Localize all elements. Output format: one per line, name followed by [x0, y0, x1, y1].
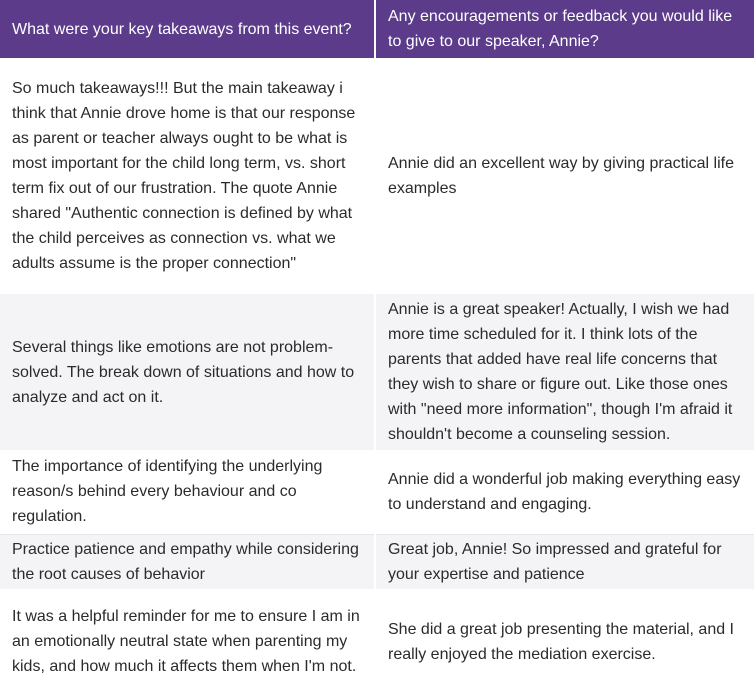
takeaway-cell: It was a helpful reminder for me to ensure I am in an emotionally neutral state when parenting my kids, and how much it affects them when I'm not.	[0, 589, 375, 694]
takeaway-cell: The importance of identifying the underlying reason/s behind every behaviour and co regulation.	[0, 450, 375, 534]
feedback-cell: Annie did an excellent way by giving practical life examples	[375, 58, 754, 294]
header-row	[0, 0, 754, 58]
table-row	[0, 589, 754, 694]
takeaway-cell: So much takeaways!!! But the main takeaway i think that Annie drove home is that our response as parent or teacher always ought to be what is most important for the child long term, vs. short term fix out of our frustration. The quote Annie shared "Authentic connection is defined by what the child perceives as connection vs. what we adults assume is the proper connection"	[0, 58, 375, 294]
feedback-cell: She did a great job presenting the material, and I really enjoyed the mediation exercise.	[375, 589, 754, 694]
table-row	[0, 450, 754, 534]
takeaway-cell: Practice patience and empathy while considering the root causes of behavior	[0, 534, 375, 589]
feedback-cell: Annie did a wonderful job making everything easy to understand and engaging.	[375, 450, 754, 534]
feedback-cell: Annie is a great speaker! Actually, I wish we had more time scheduled for it. I think lots of the parents that added have real life concerns that they wish to share or figure out. Like those ones with "need more information", though I'm afraid it shouldn't become a counseling session.	[375, 294, 754, 450]
table-row	[0, 534, 754, 589]
takeaway-cell: Several things like emotions are not problem-solved. The break down of situations and how to analyze and act on it.	[0, 294, 375, 450]
table-row	[0, 294, 754, 450]
header-takeaways[interactable]: What were your key takeaways from this event?	[0, 0, 375, 58]
feedback-cell: Great job, Annie! So impressed and grateful for your expertise and patience	[375, 534, 754, 589]
header-feedback[interactable]: Any encouragements or feedback you would like to give to our speaker, Annie?	[375, 0, 754, 58]
table-row	[0, 58, 754, 294]
